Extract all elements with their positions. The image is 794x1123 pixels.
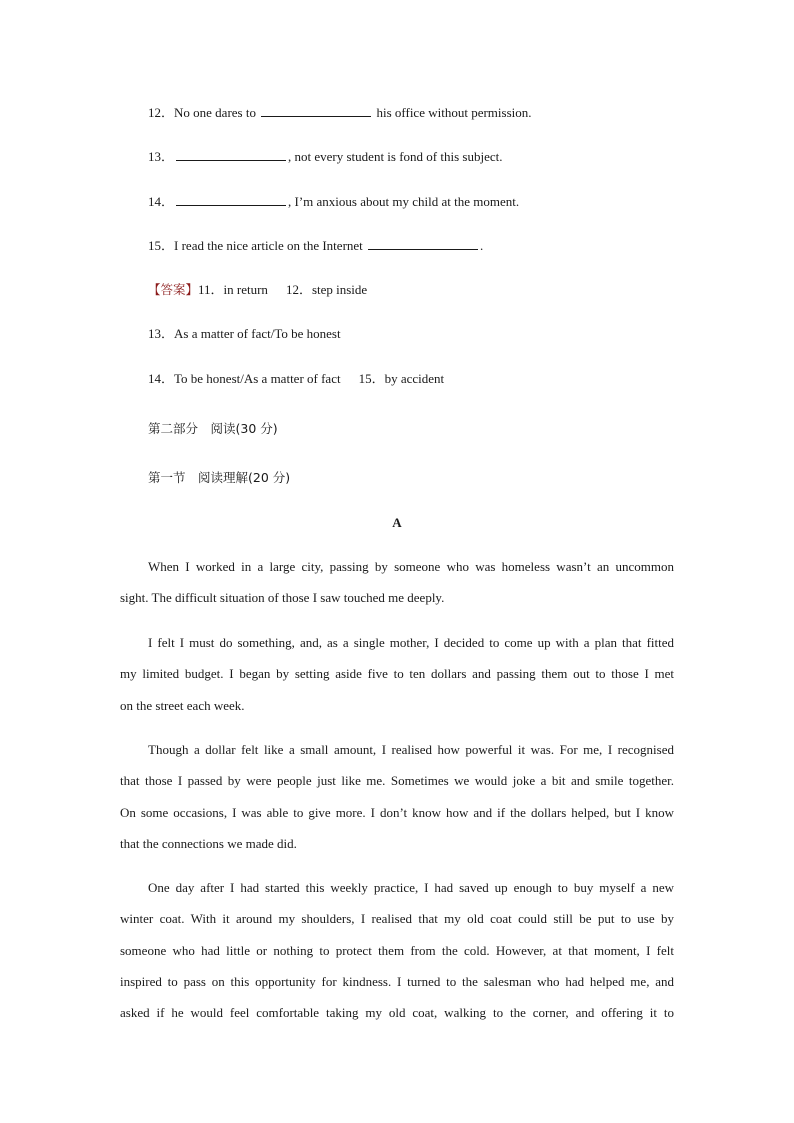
question-text-after: . [480,238,484,253]
answer-13: 13．As a matter of fact/To be honest [148,326,341,341]
subsection-title: 第一节 阅读理解(20 分) [148,470,291,485]
question-text-after: , I’m anxious about my child at the moment. [288,194,520,209]
answer-14: 14．To be honest/As a matter of fact [148,371,341,386]
answer-11: 11．in return [198,282,268,297]
answer-blank [261,104,371,117]
part-title: 第二部分 阅读(30 分) [148,421,278,436]
question-12 [148,104,532,121]
answer-blank [368,237,478,250]
paragraph-3 [120,742,674,867]
question-text-after: his office without permission. [376,105,532,120]
text-line: that those I passed by were people just like me. Sometimes we would joke a bit and smile together. [120,773,674,789]
question-number: 12． [148,105,175,120]
text-line: someone who had little or nothing to protect them from the cold. However, at that moment, I felt [120,942,674,958]
answer-line-2 [148,326,341,342]
text-line: I felt I must do something, and, as a single mother, I decided to come up with a plan that fitted [148,635,674,650]
text-line: asked if he would feel comfortable taking my old coat, walking to the corner, and offering it to [120,1005,674,1021]
paragraph-1 [120,559,674,622]
text-line: winter coat. With it around my shoulders, I realised that my old coat could still be put to use by [120,911,674,927]
text-line: on the street each week. [120,697,245,713]
question-13 [148,148,502,165]
question-text-after: , not every student is fond of this subject. [288,149,503,164]
passage-label: A [392,515,402,530]
answer-blank [176,193,286,206]
text-line: sight. The difficult situation of those I saw touched me deeply. [120,590,445,606]
question-number: 15． [148,238,175,253]
answer-15: 15．by accident [358,371,445,386]
text-line: that the connections we made did. [120,835,297,851]
paragraph-4 [120,880,674,1036]
text-line: inspired to pass on this opportunity for kindness. I turned to the salesman who had helped me, and [120,973,674,989]
question-14 [148,193,519,210]
answer-line-3 [148,371,444,387]
text-line: my limited budget. I began by setting aside five to ten dollars and passing them out to those I met [120,666,674,682]
text-line: On some occasions, I was able to give more. I don’t know how and if the dollars helped, but I know [120,804,674,820]
question-number: 14． [148,194,175,209]
question-text-before: I read the nice article on the Internet [174,238,363,253]
answer-12: 12．step inside [285,282,368,297]
text-line: One day after I had started this weekly practice, I had saved up enough to buy myself a new [148,880,674,895]
text-line: When I worked in a large city, passing by someone who was homeless wasn’t an uncommon [148,559,674,574]
answer-tag: 【答案】 [148,282,199,297]
text-line: Though a dollar felt like a small amount, I realised how powerful it was. For me, I recognised [148,742,674,757]
question-number: 13． [148,149,175,164]
answer-line-1 [148,282,367,298]
question-text-before: No one dares to [174,105,256,120]
answer-blank [176,148,286,161]
question-15 [148,237,483,254]
paragraph-2 [120,635,674,729]
